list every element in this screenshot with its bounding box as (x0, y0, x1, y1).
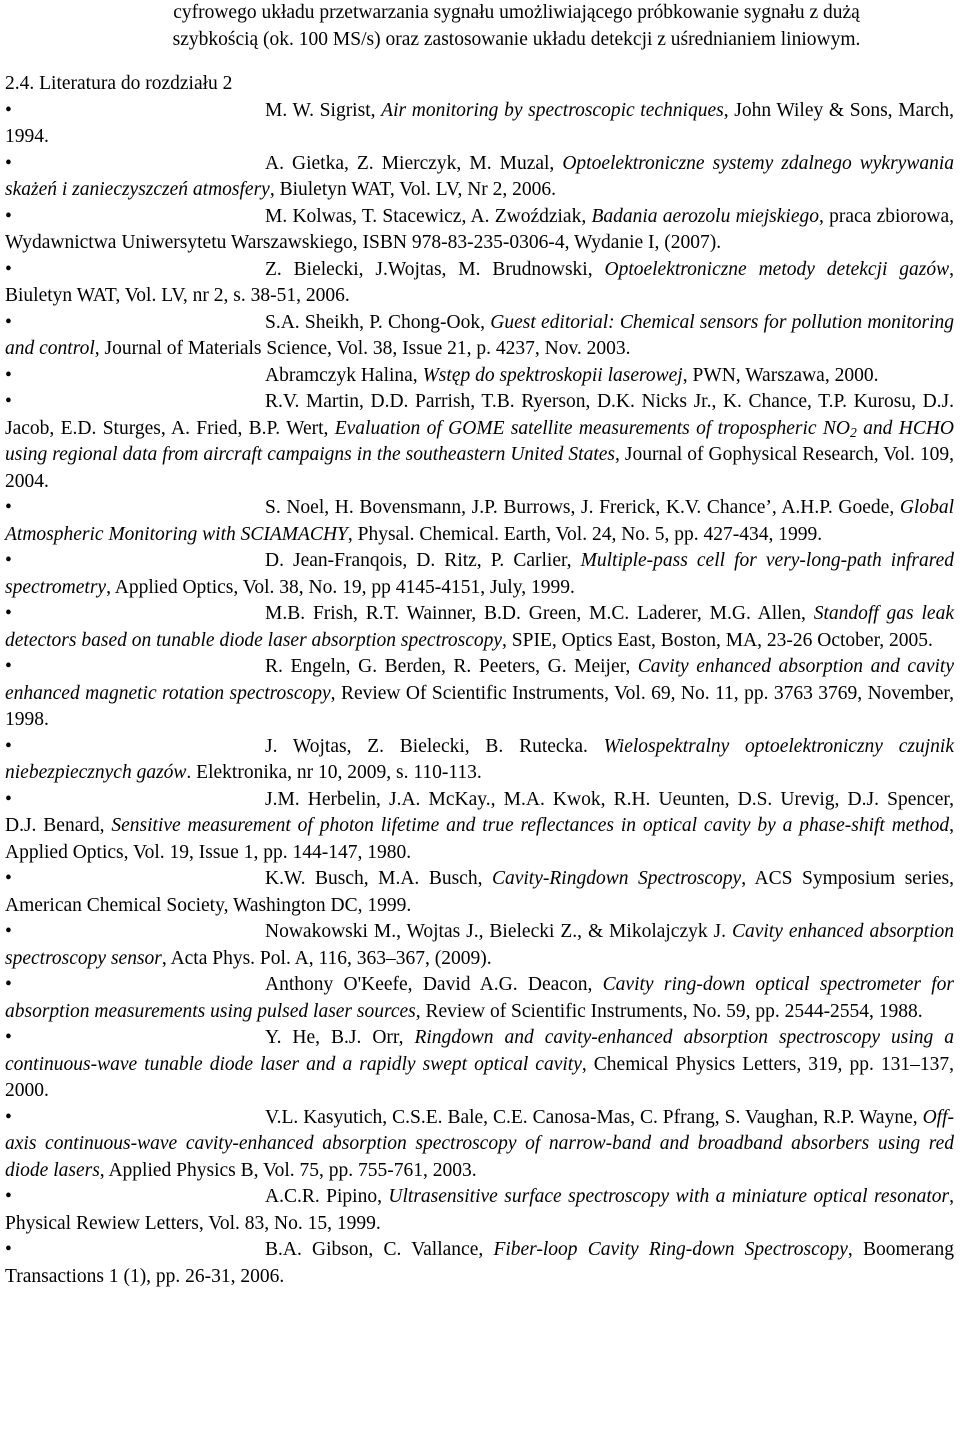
reference-title (381, 100, 724, 121)
bullet-icon: • (5, 788, 12, 810)
bullet-icon: • (5, 1239, 12, 1260)
reference-title-text: Standoff gas leak detectors based on tunable diode laser absorption spectroscopy (5, 603, 954, 651)
reference-title-text: Fiber-loop Cavity Ring-down Spectroscopy (493, 1239, 848, 1260)
reference-publication: , Journal of Materials Science, Vol. 38, Issue 21, p. 4237, Nov. 2003. (94, 338, 631, 359)
bullet-icon: • (5, 311, 12, 333)
reference-item (5, 1237, 954, 1290)
reference-text (5, 495, 954, 548)
reference-authors: R. Engeln, G. Berden, R. Peeters, G. Meijer, (265, 656, 638, 677)
bullet-icon: • (5, 1106, 12, 1128)
bullet-icon: • (5, 205, 12, 227)
reference-publication: , John Wiley & Sons, March, 1994. (5, 99, 954, 147)
reference-title-text: Evaluation of GOME satellite measurements of tropospheric NO (334, 417, 850, 439)
reference-publication: , Review Of Scientific Instruments, Vol. 69, No. 11, pp. 3763 3769, November, 1998. (5, 682, 954, 730)
reference-title-text: Wielospektralny optoelektroniczny czujnik niebezpiecznych gazów (5, 735, 954, 783)
reference-title-text: Wstęp do spektroskopii laserowej (422, 364, 683, 386)
reference-authors: M. Kolwas, T. Stacewicz, A. Zwoździak, (265, 205, 592, 227)
reference-title-text: Cavity ring-down optical spectrometer for absorption measurements using pulsed laser sources (5, 974, 954, 1022)
reference-item (5, 389, 954, 495)
bullet-icon: • (5, 921, 12, 942)
reference-text (5, 363, 954, 390)
reference-text (5, 257, 954, 310)
reference-title (493, 1239, 847, 1260)
reference-publication: , Applied Physics B, Vol. 75, pp. 755-761, 2003. (99, 1159, 477, 1181)
reference-text (5, 1237, 954, 1290)
reference-authors: Z. Bielecki, J.Wojtas, M. Brudnowski, (265, 258, 605, 280)
reference-list (0, 98, 960, 1291)
reference-authors: A.C.R. Pipino, (265, 1186, 389, 1207)
reference-publication: , Physal. Chemical. Earth, Vol. 24, No. 5, pp. 427-434, 1999. (347, 523, 823, 545)
reference-text (5, 1025, 954, 1105)
reference-authors: B.A. Gibson, C. Vallance, (265, 1239, 494, 1260)
intro-line-2: szybkością (ok. 100 MS/s) oraz zastosowanie układu detekcji z uśrednianiem liniowym. (172, 28, 861, 50)
bullet-icon: • (5, 1027, 12, 1048)
bullet-icon: • (5, 868, 12, 889)
reference-publication: , Applied Optics, Vol. 19, Issue 1, pp. 144-147, 1980. (5, 815, 954, 863)
reference-publication: , Biuletyn WAT, Vol. LV, Nr 2, 2006. (269, 179, 557, 200)
reference-text (5, 972, 954, 1025)
reference-text (5, 866, 954, 919)
reference-item (5, 1025, 954, 1105)
reference-item (5, 548, 954, 601)
reference-publication: , Boomerang Transactions 1 (1), pp. 26-31, 2006. (5, 1239, 954, 1287)
reference-item (5, 495, 954, 548)
reference-authors: J.M. Herbelin, J.A. McKay., M.A. Kwok, R.H. Ueunten, D.S. Urevig, D.J. Spencer, D.J. Benard, (5, 788, 954, 836)
reference-title-continued: and HCHO using regional data from aircraft campaigns in the southeastern United States (5, 417, 954, 465)
reference-publication: , Physical Rewiew Letters, Vol. 83, No. 15, 1999. (5, 1186, 955, 1234)
reference-text (5, 151, 954, 204)
reference-item (5, 787, 954, 867)
intro-paragraph (79, 0, 954, 53)
reference-title-text: Cavity-Ringdown Spectroscopy (491, 868, 742, 889)
reference-authors: J. Wojtas, Z. Bielecki, B. Rutecka. (265, 735, 604, 757)
reference-title-text: Optoelektroniczne systemy zdalnego wykrywania skażeń i zanieczyszczeń atmosfery (5, 152, 954, 200)
bullet-icon: • (5, 550, 12, 571)
reference-text (5, 919, 954, 972)
reference-title-subscript: 2 (849, 424, 857, 440)
bullet-icon: • (5, 99, 12, 121)
intro-line-1: cyfrowego układu przetwarzania sygnału umożliwiającego próbkowanie sygnału z dużą (173, 2, 860, 23)
reference-title-text: Guest editorial: Chemical sensors for pollution monitoring and control (5, 311, 954, 359)
reference-item (5, 98, 954, 151)
reference-title-text: Multiple-pass cell for very-long-path infrared spectrometry (5, 550, 954, 598)
reference-item (5, 151, 954, 204)
reference-title (492, 868, 741, 889)
reference-authors: R.V. Martin, D.D. Parrish, T.B. Ryerson, D.K. Nicks Jr., K. Chance, T.P. Kurosu, D.J. Jacob, E.D. Sturges, A. Fried, B.P. Wert, (5, 391, 954, 439)
reference-title-text: Air monitoring by spectroscopic techniques (381, 99, 724, 121)
reference-title-text: Off-axis continuous-wave cavity-enhanced absorption spectroscopy of narrow-band and broadband absorbers using red diode lasers (5, 1106, 954, 1181)
reference-publication: , Applied Optics, Vol. 38, No. 19, pp 4145-4151, July, 1999. (106, 576, 575, 598)
reference-text (5, 548, 954, 601)
reference-title-text: Sensitive measurement of photon lifetime and true reflectances in optical cavity by a phase-shift method (111, 815, 950, 836)
reference-authors: V.L. Kasyutich, C.S.E. Bale, C.E. Canosa-Mas, C. Pfrang, S. Vaughan, R.P. Wayne, (265, 1106, 923, 1128)
reference-item (5, 1184, 954, 1237)
reference-text (5, 389, 954, 495)
reference-publication: , praca zbiorowa, Wydawnictwa Uniwersytetu Warszawskiego, ISBN 978-83-235-0306-4, Wydanie I, (2007). (5, 205, 955, 253)
reference-publication: , PWN, Warszawa, 2000. (682, 364, 879, 386)
reference-item (5, 257, 954, 310)
reference-authors: K.W. Busch, M.A. Busch, (265, 868, 492, 889)
reference-text (5, 787, 954, 867)
reference-text (5, 1105, 954, 1185)
reference-title (388, 1186, 949, 1207)
bullet-icon: • (5, 735, 12, 757)
reference-title (423, 365, 683, 386)
reference-text (5, 204, 954, 257)
reference-title-text: Badania aerozolu miejskiego (591, 205, 819, 227)
reference-publication: . Elektronika, nr 10, 2009, s. 110-113. (186, 762, 482, 783)
bullet-icon: • (5, 258, 12, 280)
reference-text (5, 1184, 954, 1237)
reference-title (604, 259, 949, 280)
reference-publication: , ACS Symposium series, American Chemical Society, Washington DC, 1999. (5, 868, 954, 916)
reference-authors: Y. He, B.J. Orr, (265, 1027, 415, 1048)
reference-text (5, 310, 954, 363)
reference-item (5, 310, 954, 363)
reference-authors: S.A. Sheikh, P. Chong-Ook, (265, 311, 491, 333)
reference-authors: M.B. Frish, R.T. Wainner, B.D. Green, M.C. Laderer, M.G. Allen, (265, 603, 814, 624)
reference-item (5, 734, 954, 787)
bullet-icon: • (5, 1186, 12, 1207)
reference-text (5, 654, 954, 734)
reference-authors: S. Noel, H. Bovensmann, J.P. Burrows, J. Frerick, K.V. Chance’, A.H.P. Goede, (265, 497, 900, 518)
reference-item (5, 972, 954, 1025)
bullet-icon: • (5, 364, 12, 386)
reference-title-text: Ringdown and cavity-enhanced absorption spectroscopy using a continuous-wave tunable diode laser and a rapidly swept optical cavity (5, 1027, 954, 1075)
reference-title (111, 815, 949, 836)
reference-authors: D. Jean-Franqois, D. Ritz, P. Carlier, (265, 550, 581, 571)
reference-text (5, 734, 954, 787)
reference-title-text: Optoelektroniczne metody detekcji gazów (604, 258, 950, 280)
reference-publication: , SPIE, Optics East, Boston, MA, 23-26 October, 2005. (502, 629, 933, 651)
reference-authors: Nowakowski M., Wojtas J., Bielecki Z., & Mikolajczyk J. (265, 921, 732, 942)
reference-item (5, 866, 954, 919)
reference-item (5, 601, 954, 654)
section-heading: 2.4. Literatura do rozdziału 2 (5, 73, 233, 94)
reference-authors: Abramczyk Halina, (265, 364, 423, 386)
bullet-icon: • (5, 391, 12, 412)
bullet-icon: • (5, 974, 12, 995)
bullet-icon: • (5, 656, 12, 677)
reference-item (5, 204, 954, 257)
reference-title-text: Global Atmospheric Monitoring with SCIAMACHY (5, 497, 954, 545)
reference-text (5, 601, 954, 654)
reference-publication: , Acta Phys. Pol. A, 116, 363–367, (2009). (161, 947, 492, 969)
reference-publication: , Journal of Gophysical Research, Vol. 109, 2004. (5, 444, 954, 492)
reference-text (5, 98, 954, 151)
reference-title-text: Ultrasensitive surface spectroscopy with a miniature optical resonator (388, 1186, 950, 1207)
reference-authors: A. Gietka, Z. Mierczyk, M. Muzal, (265, 152, 563, 174)
reference-title-text: Cavity enhanced absorption and cavity enhanced magnetic rotation spectroscopy (5, 656, 954, 704)
reference-item (5, 363, 954, 390)
reference-publication: , Biuletyn WAT, Vol. LV, nr 2, s. 38-51, 2006. (5, 258, 955, 306)
bullet-icon: • (5, 497, 12, 518)
reference-item (5, 1105, 954, 1185)
reference-publication: , Chemical Physics Letters, 319, pp. 131–137, 2000. (5, 1053, 954, 1101)
bullet-icon: • (5, 152, 12, 174)
reference-item (5, 654, 954, 734)
reference-authors: Anthony O'Keefe, David A.G. Deacon, (265, 974, 603, 995)
reference-title-text: Cavity enhanced absorption spectroscopy sensor (5, 921, 954, 969)
bullet-icon: • (5, 603, 12, 624)
reference-item (5, 919, 954, 972)
reference-title (591, 206, 819, 227)
reference-publication: , Review of Scientific Instruments, No. 59, pp. 2544-2554, 1988. (415, 1000, 923, 1022)
reference-authors: M. W. Sigrist, (265, 99, 382, 121)
